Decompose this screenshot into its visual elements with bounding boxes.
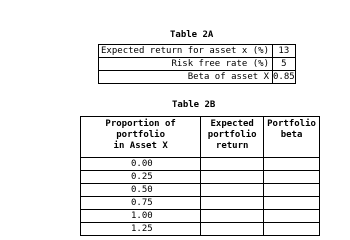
proportion-cell: 0.00 xyxy=(81,158,201,171)
row-value: 0.85 xyxy=(273,72,295,82)
table-2b xyxy=(80,116,320,236)
table-row xyxy=(99,58,296,71)
proportion-cell: 0.50 xyxy=(81,184,201,197)
header-portfolio-beta xyxy=(264,117,320,158)
header-line: Proportion of portfolio xyxy=(105,119,176,140)
header-row xyxy=(81,117,320,158)
beta-cell xyxy=(264,223,320,236)
expected-return-cell xyxy=(201,210,264,223)
proportion-cell: 0.25 xyxy=(81,171,201,184)
header-line: return xyxy=(215,141,249,151)
beta-cell xyxy=(264,158,320,171)
table-row xyxy=(99,45,296,58)
beta-cell xyxy=(264,184,320,197)
row-label: Risk free rate (%) xyxy=(99,58,273,71)
expected-return-cell xyxy=(201,197,264,210)
header-line: Expected xyxy=(210,119,254,129)
row-value: 13 xyxy=(273,45,296,58)
table-2b-title: Table 2B xyxy=(172,100,216,110)
table-row xyxy=(81,171,320,184)
row-value: 5 xyxy=(273,58,296,71)
row-label: Expected return for asset x (%) xyxy=(99,45,273,58)
table-2a xyxy=(98,44,296,84)
header-line: in Asset X xyxy=(113,141,168,151)
proportion-cell: 1.00 xyxy=(81,210,201,223)
table-2a-title: Table 2A xyxy=(170,30,214,40)
table-row xyxy=(99,71,296,84)
table-row xyxy=(81,197,320,210)
header-line: Portfolio xyxy=(267,119,316,129)
header-proportion xyxy=(81,117,201,158)
beta-cell xyxy=(264,197,320,210)
table-row xyxy=(81,184,320,197)
table-row xyxy=(81,158,320,171)
table-row xyxy=(81,223,320,236)
table-row xyxy=(81,210,320,223)
proportion-cell: 0.75 xyxy=(81,197,201,210)
expected-return-cell xyxy=(201,171,264,184)
beta-cell xyxy=(264,210,320,223)
header-line: portfolio xyxy=(207,130,257,140)
proportion-cell: 1.25 xyxy=(81,223,201,236)
header-expected-return xyxy=(201,117,264,158)
header-line: beta xyxy=(280,130,303,140)
expected-return-cell xyxy=(201,158,264,171)
row-label: Beta of asset X xyxy=(99,71,273,84)
expected-return-cell xyxy=(201,184,264,197)
expected-return-cell xyxy=(201,223,264,236)
beta-cell xyxy=(264,171,320,184)
